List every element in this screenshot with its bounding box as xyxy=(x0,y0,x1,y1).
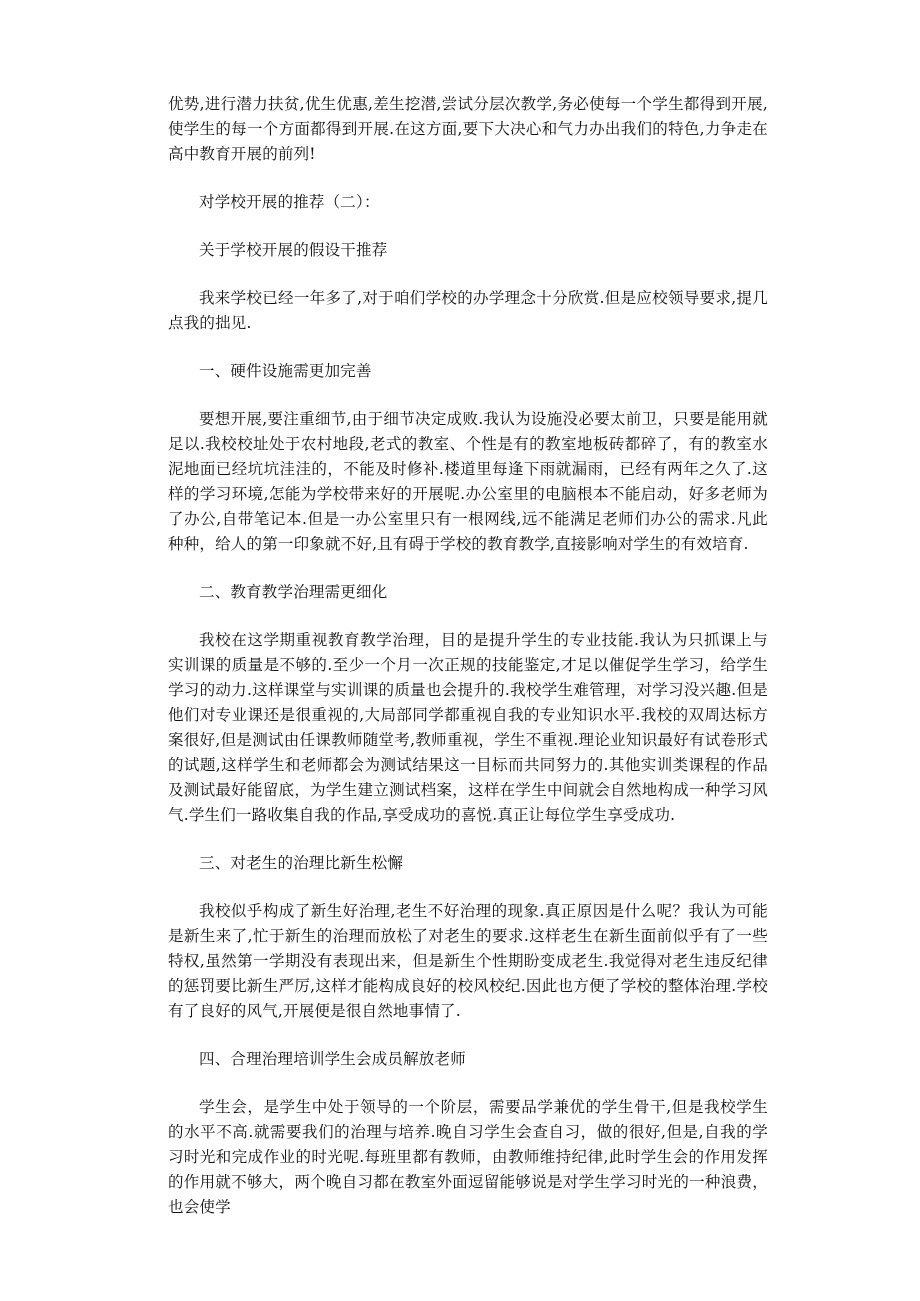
heading-hardware: 一、硬件设施需更加完善 xyxy=(199,362,372,380)
section-title: 对学校开展的推荐（二）： xyxy=(199,193,380,211)
heading-senior-students: 三、对老生的治理比新生松懈 xyxy=(199,854,404,872)
intro-paragraph: 优势,进行潜力扶贫,优生优惠,差生挖潜,尝试分层次教学,务必使每一个学生都得到开展,使学生的每一个方面都得到开展.在这方面,要下大决心和气力办出我们的特色,力争走在高中教育开展的前列! xyxy=(168,95,768,163)
paragraph-teaching-management: 我校在这学期重视教育教学治理，目的是提升学生的专业技能.我认为只抓课上与实训课的质量是不够的.至少一个月一次正规的技能鉴定,才足以催促学生学习，给学生学习的动力.这样课堂与实训课的质量也会提升的.我校学生难管理，对学习没兴趣.但是他们对专业课还是很重视的,大局部同学都重视自我的专业知识水平.我校的双周达标方案很好,但是测试由任课教师随堂考,教师重视，学生不重视.理论业知识最好有试卷形式的试题,这样学生和老师都会为测试结果这一目标而共同努力的.其他实训类课程的作品及测试最好能留底，为学生建立测试档案，这样在学生中间就会自然地构成一种学习风气.学生们一路收集自我的作品,享受成功的喜悦.真正让每位学生享受成功. xyxy=(168,631,768,824)
paragraph-student-union: 学生会，是学生中处于领导的一个阶层，需要品学兼优的学生骨干,但是我校学生的水平不高.就需要我们的治理与培养.晚自习学生会查自习，做的很好,但是,自我的学习时光和完成作业的时光呢.每班里都有教师，由教师维持纪律,此时学生会的作用发挥的作用就不够大，两个晚自习都在教室外面逗留能够说是对学生学习时光的一种浪费，也会使学 xyxy=(168,1098,768,1216)
subtitle: 关于学校开展的假设干推荐 xyxy=(199,241,388,259)
paragraph-senior-students: 我校似乎构成了新生好治理,老生不好治理的现象.真正原因是什么呢？我认为可能是新生来了,忙于新生的治理而放松了对老生的要求.这样老生在新生面前似乎有了一些特权,虽然第一学期没有表现出来，但是新生个性期盼变成老生.我觉得对老生违反纪律的惩罚要比新生严厉,这样才能构成良好的校风校纪.因此也方便了学校的整体治理.学校有了良好的风气,开展便是很自然地事情了. xyxy=(168,902,768,1020)
heading-teaching-management: 二、教育教学治理需更细化 xyxy=(199,583,388,601)
document-page xyxy=(168,92,768,1243)
heading-student-union: 四、合理治理培训学生会成员解放老师 xyxy=(199,1050,466,1068)
opening-paragraph: 我来学校已经一年多了,对于咱们学校的办学理念十分欣赏.但是应校领导要求,提几点我的拙见. xyxy=(168,289,768,332)
paragraph-hardware: 要想开展,要注重细节,由于细节决定成败.我认为设施没必要太前卫，只要是能用就足以.我校校址处于农村地段,老式的教室、个性是有的教室地板砖都碎了，有的教室水泥地面已经坑坑洼洼的，不能及时修补.楼道里每逢下雨就漏雨，已经有两年之久了.这样的学习环境,怎能为学校带来好的开展呢.办公室里的电脑根本不能启动，好多老师为了办公,自带笔记本.但是一办公室里只有一根网线,远不能满足老师们办公的需求.凡此种种，给人的第一印象就不好,且有碍于学校的教育教学,直接影响对学生的有效培育. xyxy=(168,410,768,553)
